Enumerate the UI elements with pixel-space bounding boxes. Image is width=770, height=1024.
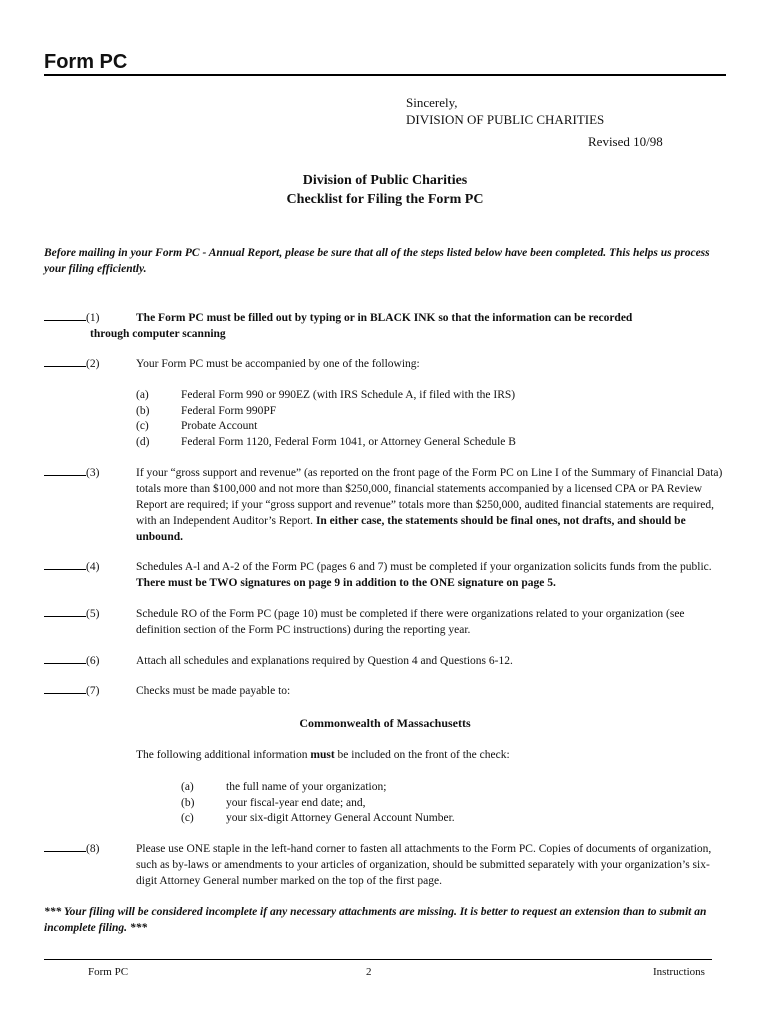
- signoff-salutation: Sincerely,: [406, 95, 458, 110]
- footer-rule: [44, 959, 712, 960]
- checklist-item-4: [44, 559, 734, 591]
- check-blank[interactable]: [44, 356, 86, 367]
- item-text: Your Form PC must be accompanied by one of the following:: [136, 358, 420, 370]
- item-text: The Form PC must be filled out by typing or in BLACK INK so that the information can be recorded: [136, 312, 633, 324]
- item-number: (1): [44, 310, 99, 326]
- list-item: (c) your six-digit Attorney General Account Number.: [181, 812, 455, 824]
- item-text-continued: through computer scanning: [90, 328, 226, 340]
- checklist-item-3: [44, 465, 734, 545]
- item-number: (2): [44, 356, 99, 372]
- check-blank[interactable]: [44, 465, 86, 476]
- check-blank[interactable]: [44, 683, 86, 694]
- list-item: (a) Federal Form 990 or 990EZ (with IRS Schedule A, if filed with the IRS): [136, 389, 516, 401]
- check-requirements-list: [181, 779, 681, 826]
- item-number: (5): [44, 606, 99, 622]
- item-text: Schedule RO of the Form PC (page 10) must be completed if there were organizations related to your organization (see definition section of the Form PC instructions) during the reporting year.: [136, 608, 685, 636]
- check-payee: Commonwealth of Massachusetts: [299, 716, 471, 730]
- checklist-item-8: [44, 841, 734, 889]
- item-text: Schedules A-l and A-2 of the Form PC (pages 6 and 7) must be completed if your organization solicits funds from the public. There must be TWO signatures on page 9 in addition to the ONE signature on page 5.: [136, 561, 712, 589]
- checklist-item-1: [44, 310, 734, 342]
- checklist-item-5: [44, 606, 734, 638]
- list-item: (d) Federal Form 1120, Federal Form 1041, or Attorney General Schedule B: [136, 435, 516, 448]
- item-text: If your “gross support and revenue” (as reported on the front page of the Form PC on Line I of the Summary of Financial Data) totals more than $100,000 and not more than $250,000, financial statements accompanied by a licensed CPA or PA Review Report are required; if your “gross support and revenue” totals more than $250,000, audited financial statements are required, with an Independent Auditor’s Report. In either case, the statements should be final ones, not drafts, and should be unbound.: [136, 467, 723, 543]
- intro-paragraph: Before mailing in your Form PC - Annual Report, please be sure that all of the steps listed below have been completed. This helps us process your filing efficiently.: [44, 247, 710, 275]
- check-info-text: The following additional information must be included on the front of the check:: [136, 749, 510, 761]
- check-blank[interactable]: [44, 310, 86, 321]
- item-number: (4): [44, 559, 99, 575]
- checklist-item-2: [44, 356, 734, 372]
- checklist-item-7: [44, 683, 734, 699]
- footer-section: Instructions: [653, 966, 705, 978]
- list-item: (b) Federal Form 990PF: [136, 404, 277, 417]
- signoff-block: [406, 94, 604, 128]
- item-text: Please use ONE staple in the left-hand corner to fasten all attachments to the Form PC. Copies of documents of organization, such as by-laws or amendments to your articles of organization, should be submitted separately with your organization’s six-digit Attorney General number marked on the top of the first page.: [136, 843, 712, 887]
- item-number: (8): [44, 841, 99, 857]
- item-number: (6): [44, 653, 99, 669]
- signoff-division: DIVISION OF PUBLIC CHARITIES: [406, 112, 605, 127]
- check-blank[interactable]: [44, 841, 86, 852]
- document-subtitle: Checklist for Filing the Form PC: [286, 192, 484, 207]
- page-header-title: Form PC: [44, 51, 128, 73]
- check-blank[interactable]: [44, 653, 86, 664]
- list-item: (a) the full name of your organization;: [181, 781, 387, 793]
- footer-page-number: 2: [366, 966, 372, 978]
- list-item: (c) Probate Account: [136, 420, 258, 432]
- revision-date: Revised 10/98: [588, 134, 663, 149]
- check-blank[interactable]: [44, 606, 86, 617]
- attachment-options-list: [136, 387, 696, 449]
- list-item: (b) your fiscal-year end date; and,: [181, 796, 366, 809]
- closing-notice: *** Your filing will be considered incomplete if any necessary attachments are missing. It is better to request an extension than to submit an incomplete filing. ***: [44, 906, 707, 934]
- footer-form-name: Form PC: [88, 966, 129, 978]
- document-title: Division of Public Charities: [302, 173, 468, 188]
- item-text: Checks must be made payable to:: [136, 685, 291, 697]
- item-number: (7): [44, 683, 99, 699]
- header-rule: [44, 74, 726, 76]
- item-text: Attach all schedules and explanations required by Question 4 and Questions 6-12.: [136, 655, 513, 667]
- checklist-item-6: [44, 653, 734, 669]
- item-number: (3): [44, 465, 99, 481]
- check-blank[interactable]: [44, 559, 86, 570]
